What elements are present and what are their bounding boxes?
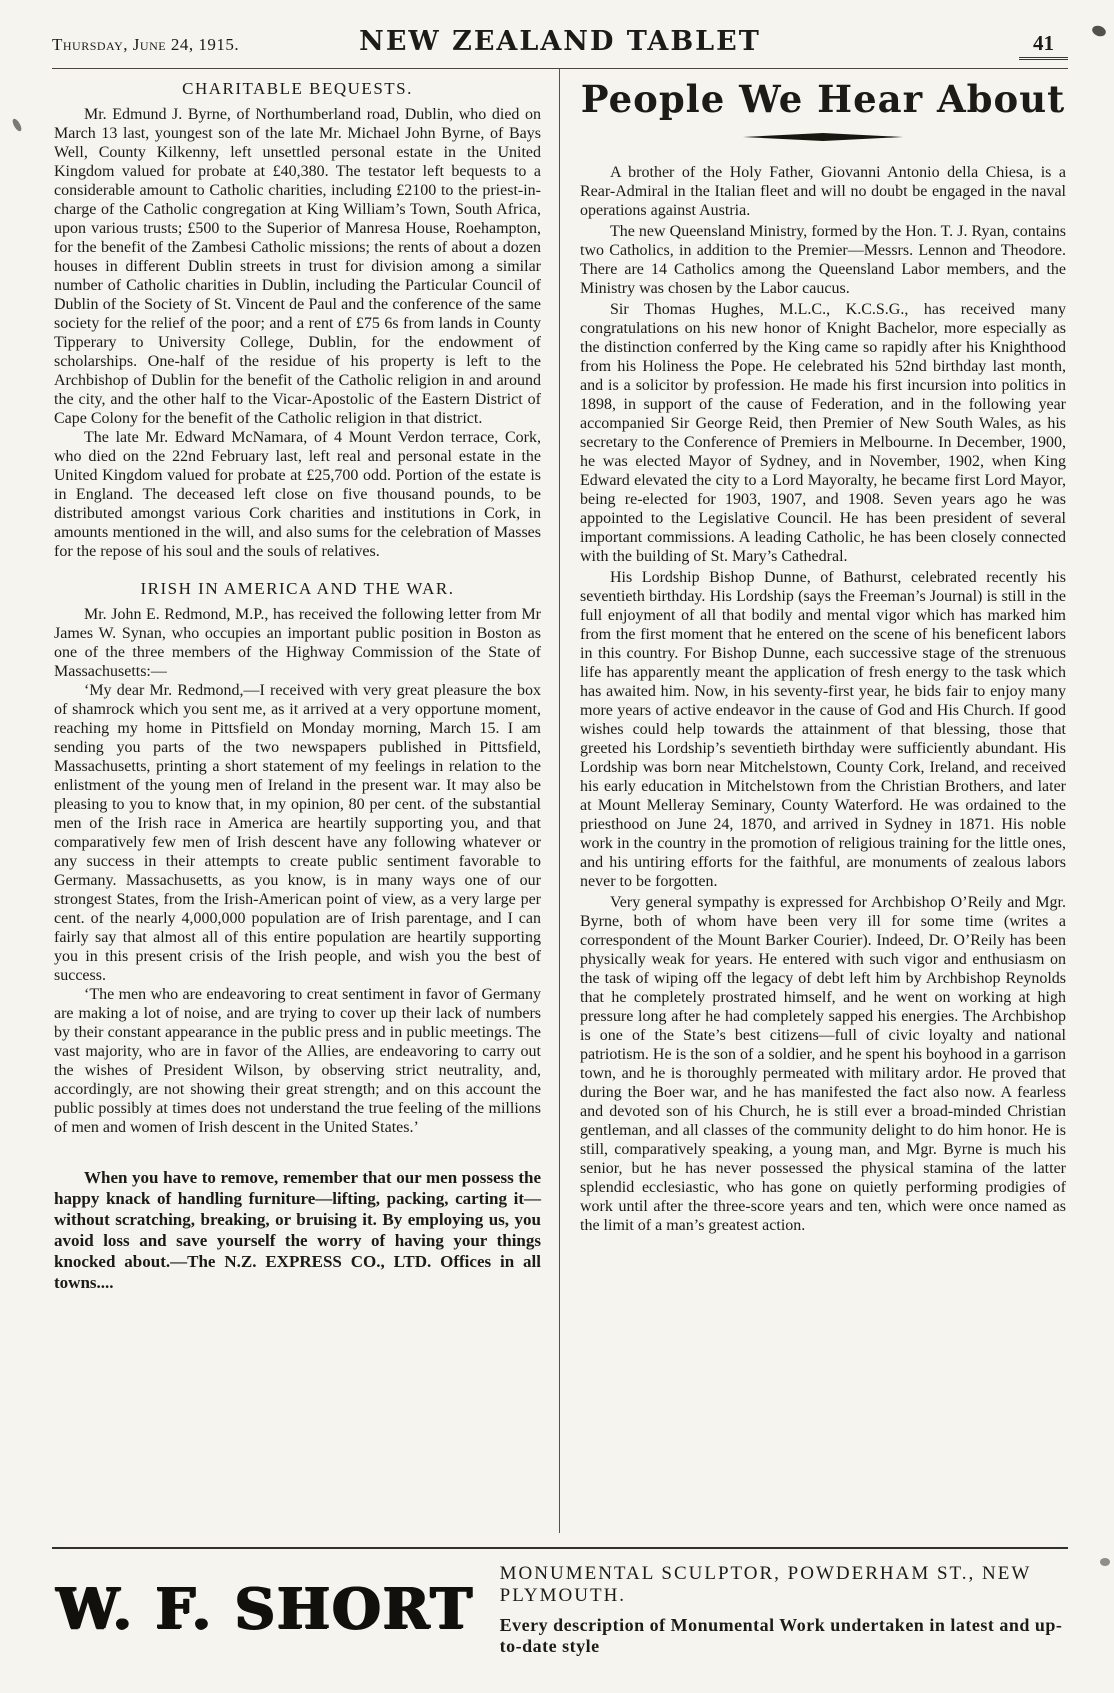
- page-header: [52, 26, 1068, 69]
- content-columns: [52, 69, 1068, 1533]
- paragraph: ‘The men who are endeavoring to creat sentiment in favor of Germany are making a lot of noise, and are trying to cover up their lack of numbers by their constant appearance in the public press and in public meetings. The vast majority, who are in favor of the Allies, are endeavoring to carry out the wishes of President Wilson, by observing strict neutrality, and, accordingly, are not showing their great strength; and on this account the public possibly at times does not understand the true feeling of the millions of men and women of Irish descent in the United States.’: [54, 986, 541, 1136]
- advertiser-name: W. F. SHORT: [56, 1576, 474, 1642]
- advertiser-line1: MONUMENTAL SCULPTOR, POWDERHAM ST., NEW PLYMOUTH.: [499, 1563, 1031, 1606]
- paragraph: The new Queensland Ministry, formed by the Hon. T. J. Ryan, contains two Catholics, in addition to the Premier—Messrs. Lennon and Theodore. There are 14 Catholics among the Queensland Labor members, and the Ministry was chosen by the Labor caucus.: [580, 223, 1066, 297]
- paragraph: Mr. John E. Redmond, M.P., has received the following letter from Mr James W. Synan, who occupies an important public position in Boston as one of the three members of the Highway Commission of the State of Massachusetts:—: [54, 606, 541, 680]
- feature-title: People We Hear About: [580, 77, 1066, 121]
- issue-date: Thursday, June 24, 1915.: [52, 35, 240, 54]
- paragraph: His Lordship Bishop Dunne, of Bathurst, celebrated recently his seventieth birthday. His Lordship (says the Freeman’s Journal) is still in the full enjoyment of all that bodily and mental vigor which has marked him from the first moment that he entered on the scene of his beneficent labors in this country. For Bishop Dunne, each successive stage of the strenuous life has apparently meant the application of fresh energy to the task which has awaited him. Now, in his seventy-first year, he bids fair to enjoy many more years of active endeavor in the cause of God and His Church. If good wishes could help towards the attainment of that blessing, those that greeted his Lordship’s seventieth birthday were sufficiently abundant. His Lordship was born near Mitchelstown, County Cork, Ireland, and received his early education in Mitchelstown from the Christian Brothers, and later at Mount Melleray Seminary, County Waterford. He was ordained to the priesthood on June 24, 1870, and arrived in Sydney in 1871. His noble work in the country in the promotion of religious training for the little ones, and his untiring efforts for the faithful, are monuments of zealous labors never to be forgotten.: [580, 569, 1066, 890]
- footer-advertisement: [52, 1547, 1068, 1657]
- paragraph: Sir Thomas Hughes, M.L.C., K.C.S.G., has received many congratulations on his new honor of Knight Bachelor, more especially as the distinction conferred by the King came so rapidly after his Knighthood from his Holiness the Pope. He celebrated his 52nd birthday last month, and is a solicitor by profession. He made his first incursion into politics in 1898, in support of the cause of Federation, and in the following year accompanied Sir George Reid, then Premier of New South Wales, as his secretary to the Conference of Premiers in Melbourne. In December, 1900, he was elected Mayor of Sydney, and in November, 1902, when King Edward elevated the city to a Lord Mayoralty, he became first Lord Mayor, being re-elected for 1903, 1907, and 1908. Seven years ago he was appointed to the Legislative Council. He has been president of several important commissions. A leading Catholic, he has been closely connected with the building of St. Mary’s Cathedral.: [580, 301, 1066, 565]
- article-title-charitable-bequests: CHARITABLE BEQUESTS.: [182, 79, 413, 98]
- right-column: [560, 69, 1068, 1533]
- scan-artifact: [1091, 24, 1108, 38]
- paragraph: A brother of the Holy Father, Giovanni Antonio della Chiesa, is a Rear-Admiral in the Italian fleet and will no doubt be engaged in the naval operations against Austria.: [580, 164, 1066, 219]
- page-number: 41: [1019, 31, 1068, 60]
- article-title-irish-in-america: IRISH IN AMERICA AND THE WAR.: [140, 579, 455, 598]
- left-column: [52, 69, 560, 1533]
- nz-express-advertisement: When you have to remove, remember that our men possess the happy knack of handling furniture—lifting, packing, carting it—without scratching, breaking, or bruising it. By employing us, you avoid loss and save yourself the worry of having your things knocked about.—The N.Z. EXPRESS CO., LTD. Offices in all towns....: [54, 1168, 541, 1292]
- paragraph: ‘My dear Mr. Redmond,—I received with very great pleasure the box of shamrock which you sent me, as it arrived at a very opportune moment, reaching my home in Pittsfield on Monday morning, March 15. I am sending you parts of the two newspapers published in Pittsfield, Massachusetts, printing a short statement of my feelings in relation to the enlistment of the young men of Ireland in the present war. It may also be pleasing to you to know that, in my opinion, 80 per cent. of the substantial men of the Irish race in America are heartily supporting you, and that comparatively few men of Irish descent have any following whatever or any success in their attempts to create public sentiment favorable to Germany. Massachusetts, as you know, is in many ways one of our strongest States, from the Irish-American point of view, as a very large per cent. of the nearly 4,000,000 population are of Irish parentage, and I can fairly say that almost all of this entire population are heartily supporting you in this present crisis of the Irish people, and wish you the best of success.: [54, 682, 541, 984]
- paragraph: The late Mr. Edward McNamara, of 4 Mount Verdon terrace, Cork, who died on the 22nd February last, left real and personal estate in the United Kingdom valued for probate at £25,700 odd. Portion of the estate is in England. The deceased left close on five thousand pounds, to be distributed amongst various Cork charities and institutions in Cork, in amounts mentioned in the will, and also sums for the celebration of Masses for the repose of his soul and the souls of relatives.: [54, 429, 541, 560]
- advertiser-details: [500, 1561, 1064, 1657]
- paragraph: Mr. Edmund J. Byrne, of Northumberland road, Dublin, who died on March 13 last, youngest son of the late Mr. Michael John Byrne, of Bays Well, County Kilkenny, left unsettled personal estate in the United Kingdom valued for probate at £40,380. The testator left bequests to a considerable amount to Catholic charities, including £2100 to the priest-in-charge of the Catholic congregation at King William’s Town, South Africa, upon various trusts; £500 to the Superior of Manresa House, Roehampton, for the benefit of the Zambesi Catholic missions; the rents of about a dozen houses in different Dublin streets in trust for division among a similar number of Catholic charities in Dublin, including the Particular Council of Dublin of the Society of St. Vincent de Paul and the conference of the same society for the relief of the poor; and a rent of £75 6s from lands in County Tipperary to University College, Dublin, for the endowment of scholarships. One-half of the residue of his property is left to the Archbishop of Dublin for the benefit of the Catholic religion in and around the city, and the other half to the Vicar-Apostolic of the Eastern District of Cape Colony for the benefit of the Catholic religion in that district.: [54, 106, 541, 427]
- paragraph: Very general sympathy is expressed for Archbishop O’Reily and Mgr. Byrne, both of whom have been very ill for some time (writes a correspondent of the Mount Barker Courier). Indeed, Dr. O’Reily has been physically weak for years. He entered with such vigor and enthusiasm on the task of wiping off the legacy of debt left him by Archbishop Reynolds that he completely prostrated himself, and he went on working at high pressure long after he had completely sapped his energies. The Archbishop is one of the State’s best citizens—full of civic loyalty and national patriotism. He is the son of a soldier, and he spent his boyhood in a garrison town, and he is thoroughly permeated with military ardor. He proved that during the Boer war, and he has manifested the fact also now. A fearless and devoted son of his Church, he is still ever a broad-minded Christian gentleman, and all classes of the community delight to do him honor. He is still, comparatively speaking, a young man, and Mgr. Byrne is much his senior, but he has never possessed the physical stamina of the latter splendid ecclesiastic, who has gone on quietly performing prodigies of work until after the three-score years and ten, which were once named as the limit of a man’s greatest action.: [580, 894, 1066, 1234]
- divider-ornament: [743, 133, 903, 141]
- masthead-title: NEW ZEALAND TABLET: [359, 26, 761, 57]
- advertiser-line2: Every description of Monumental Work undertaken in latest and up-to-date style: [499, 1615, 1063, 1656]
- scan-artifact: [1100, 1558, 1110, 1566]
- scan-artifact: [11, 117, 23, 132]
